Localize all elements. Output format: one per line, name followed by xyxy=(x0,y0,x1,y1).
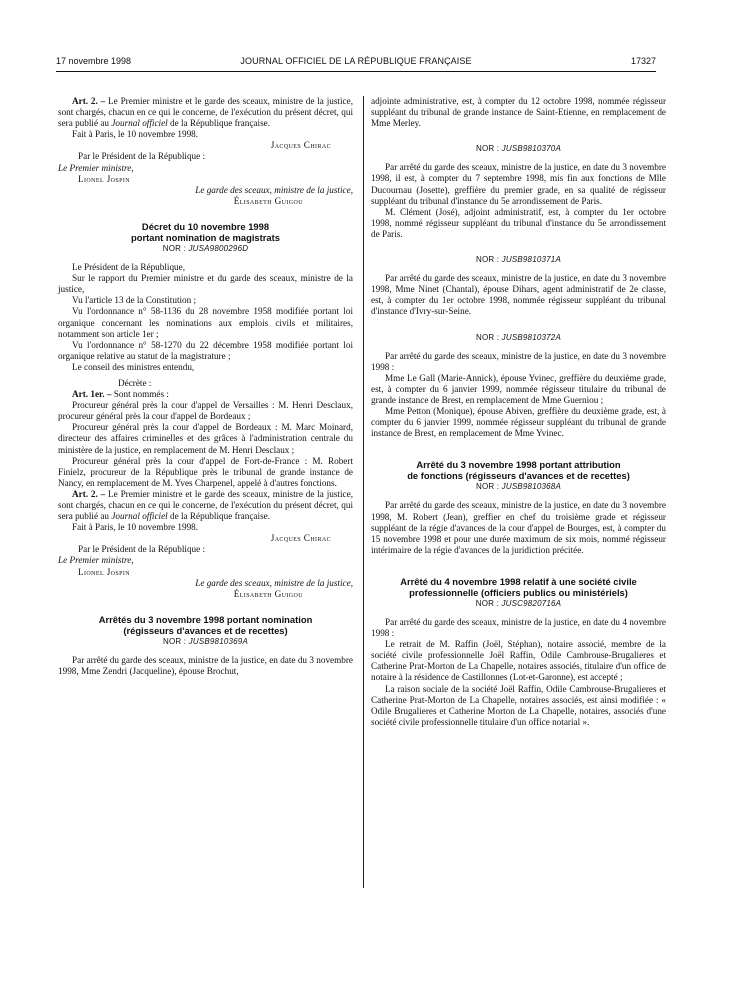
arrete-raffin-intro: Par arrêté du garde des sceaux, ministre de la justice, en date du 4 novembre 1998 : xyxy=(371,617,666,639)
article-1: Art. 1er. – Sont nommés : xyxy=(72,389,169,400)
arretes-title: Arrêtés du 3 novembre 1998 portant nomination (régisseurs d'avances et de recettes) xyxy=(98,613,313,636)
article-2-first: Art. 2. – Le Premier ministre et le garde des sceaux, ministre de la justice, sont chargés, chacun en ce qui le concerne, de l'exécution du présent décret, qui sera publié au Journal officiel de la République française. xyxy=(58,96,353,129)
arrete-legall-intro: Par arrêté du garde des sceaux, ministre de la justice, en date du 3 novembre 1998 : xyxy=(371,350,666,372)
signature-date: Fait à Paris, le 10 novembre 1998. xyxy=(72,129,199,140)
signatory-pm: Lionel Jospin xyxy=(78,173,131,184)
decree-nor: NOR : JUSA9800296D xyxy=(162,243,249,253)
signature-intro-2: Par le Président de la République : xyxy=(78,544,206,555)
header-journal-title: JOURNAL OFFICIEL DE LA RÉPUBLIQUE FRANÇAISE xyxy=(240,56,472,66)
nor-371: NOR : JUSB9810371A xyxy=(476,255,561,265)
decree-conseil: Le conseil des ministres entendu, xyxy=(72,361,195,372)
arrete-petton: Mme Petton (Monique), épouse Abiven, greffière du deuxième grade, est, à compter du 6 janvier 1999, nommée régisseur suppléant du tribunal de grande instance de Brest, en remplacement de Mme Yvinec. xyxy=(371,406,666,439)
decree-rapport: Sur le rapport du Premier ministre et du garde des sceaux, ministre de la justice, xyxy=(58,273,353,295)
column-divider xyxy=(363,96,364,888)
arrete-ninet: Par arrêté du garde des sceaux, ministre de la justice, en date du 3 novembre 1998, Mme Ninet (Chantal), épouse Dihars, agent administratif de 2e classe, est, à compter du 1er octobre 1998, nommée régisseur suppléant du tribunal d'instance d'Ivry-sur-Seine. xyxy=(371,273,666,317)
signatory-president: Jacques Chirac xyxy=(270,140,331,151)
nomination-3: Procureur général près la cour d'appel de Fort-de-France : M. Robert Finielz, procureur de la République près le tribunal de grande instance de Nancy, en remplacement de M. Yves Charpenel, appelé à d'autres fonctions. xyxy=(58,455,353,488)
decree-vu-2: Vu l'ordonnance n° 58-1136 du 28 novembre 1958 modifiée portant loi organique concernant les nominations aux emplois civils et militaires, notamment son article 1er ; xyxy=(58,306,353,339)
arrete-zendri-continued: adjointe administrative, est, à compter du 12 octobre 1998, nommée régisseur suppléant du tribunal de grande instance de Saint-Etienne, en remplacement de Mme Merley. xyxy=(371,96,666,129)
arrete-attribution-nor: NOR : JUSB9810368A xyxy=(476,482,561,492)
page-header xyxy=(56,55,656,72)
header-page-number: 17327 xyxy=(630,56,656,66)
signatory-title-pm: Le Premier ministre, xyxy=(58,162,134,173)
decree-decrete: Décrète : xyxy=(118,377,152,388)
arrete-zendri: Par arrêté du garde des sceaux, ministre de la justice, en date du 3 novembre 1998, Mme Zendri (Jacqueline), épouse Brochut, xyxy=(58,654,353,677)
nomination-2: Procureur général près la cour d'appel de Bordeaux : M. Marc Moinard, directeur des affaires criminelles et des grâces à l'administration centrale du ministère de la justice, en remplacement de M. Henri Desclaux ; xyxy=(58,422,353,455)
decree-preamble: Le Président de la République, xyxy=(72,262,186,273)
arrete-raffin-retrait: Le retrait de M. Raffin (Joël, Stéphan), notaire associé, membre de la société civile professionnelle Joël Raffin, Odile Cambrouse-Brugalieres et Catherine Prat-Morton de La Chapelle, notaires associés, titulaire d'un office de notaire à la résidence de Castillonnes (Lot-et-Garonne), est accepté ; xyxy=(371,639,666,683)
decree-vu-1: Vu l'article 13 de la Constitution ; xyxy=(72,295,197,306)
arrete-attribution-title: Arrêté du 3 novembre 1998 portant attribution de fonctions (régisseurs d'avances et de recettes) xyxy=(407,459,630,482)
arrete-raffin-raison: La raison sociale de la société Joël Raffin, Odile Cambrouse-Brugalieres et Catherine Prat-Morton de La Chapelle, notaires associés, est ainsi modifiée : « Odile Brugalieres et Catherine Morton de La Chapelle, notaires, associés d'une société civile professionnelle titulaire d'un office notarial ». xyxy=(371,683,666,727)
nor-370: NOR : JUSB9810370A xyxy=(476,144,561,154)
right-column xyxy=(371,96,666,728)
signature-intro: Par le Président de la République : xyxy=(78,151,206,162)
nor-372: NOR : JUSB9810372A xyxy=(476,332,561,342)
decree-title: Décret du 10 novembre 1998 portant nomination de magistrats xyxy=(131,220,280,243)
signatory-garde: Élisabeth Guigou xyxy=(233,195,303,206)
signatory-pm-2: Lionel Jospin xyxy=(78,566,131,577)
signature-date-2: Fait à Paris, le 10 novembre 1998. xyxy=(72,522,199,533)
article-2-second: Art. 2. – Le Premier ministre et le garde des sceaux, ministre de la justice, sont chargés, chacun en ce qui le concerne, de l'exécution du présent décret, qui sera publié au Journal officiel de la République française. xyxy=(58,488,353,522)
signatory-title-pm-2: Le Premier ministre, xyxy=(58,555,134,566)
signatory-garde-2: Élisabeth Guigou xyxy=(233,588,303,599)
arrete-scp-nor: NOR : JUSC9820716A xyxy=(475,598,562,608)
left-column xyxy=(58,96,353,677)
arrete-clement: M. Clément (José), adjoint administratif, est, à compter du 1er octobre 1998, nommé régisseur suppléant du tribunal d'instance du 5e arrondissement de Paris. xyxy=(371,206,666,239)
nomination-1: Procureur général près la cour d'appel de Versailles : M. Henri Desclaux, procureur général près la cour d'appel de Bordeaux ; xyxy=(58,400,353,422)
signatory-president-2: Jacques Chirac xyxy=(270,533,331,544)
signatory-title-garde: Le garde des sceaux, ministre de la justice, xyxy=(195,184,353,195)
decree-vu-3: Vu l'ordonnance n° 58-1270 du 22 décembre 1958 modifiée portant loi organique relative au statut de la magistrature ; xyxy=(58,339,353,361)
arretes-nor: NOR : JUSB9810369A xyxy=(163,636,248,646)
header-date: 17 novembre 1998 xyxy=(56,56,132,66)
arrete-ducournau: Par arrêté du garde des sceaux, ministre de la justice, en date du 3 novembre 1998, il est, à compter du 7 septembre 1998, mis fin aux fonctions de Mlle Ducournau (Josette), greffière du premier grade, en sa qualité de régisseur suppléant du tribunal d'instance du 5e arrondissement de Paris. xyxy=(371,162,666,206)
arrete-scp-title: Arrêté du 4 novembre 1998 relatif à une société civile professionnelle (officiers publics ou ministériels) xyxy=(400,575,637,598)
signatory-title-garde-2: Le garde des sceaux, ministre de la justice, xyxy=(195,577,353,588)
arrete-robert: Par arrêté du garde des sceaux, ministre de la justice, en date du 3 novembre 1998, M. Robert (Jean), greffier en chef du troisième grade et régisseur suppléant de la régie d'avances de la cour d'appel de Bourges, est, à compter du 15 novembre 1998 et pour une durée maximum de six mois, nommé régisseur intérimaire de la régie d'avances de la juridiction précitée. xyxy=(371,500,666,555)
arrete-legall: Mme Le Gall (Marie-Annick), épouse Yvinec, greffière du deuxième grade, est, à compter du 6 janvier 1999, nommée régisseur titulaire du tribunal de grande instance de Brest, en remplacement de Mme Guerniou ; xyxy=(371,372,666,405)
